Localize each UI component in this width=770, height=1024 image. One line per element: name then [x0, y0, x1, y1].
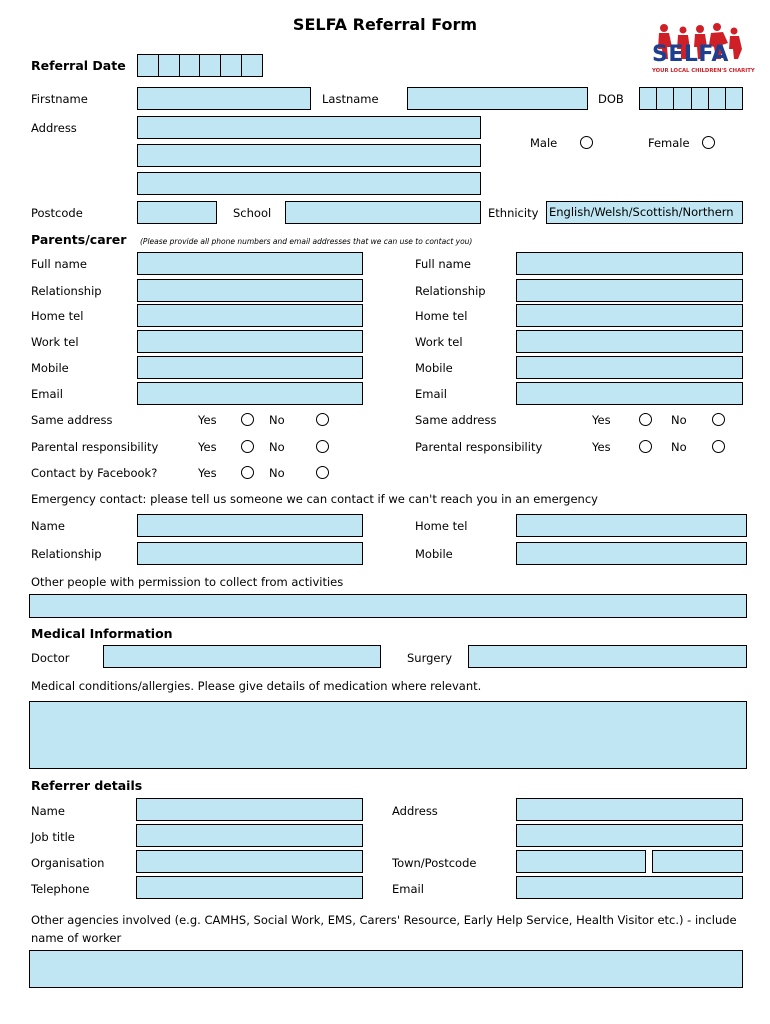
- male-radio[interactable]: [580, 136, 593, 149]
- parent2-full-name-label: Full name: [415, 257, 471, 271]
- referrer-email-label: Email: [392, 882, 424, 896]
- parent2-work-tel-input[interactable]: [516, 330, 743, 353]
- male-label: Male: [530, 136, 558, 150]
- parent2-relationship-input[interactable]: [516, 279, 743, 302]
- agencies-label-line-1: Other agencies involved (e.g. CAMHS, Social Work, EMS, Carers' Resource, Early Help Service, Health Visitor etc.) - include: [31, 913, 737, 927]
- referrer-name-input[interactable]: [136, 798, 363, 821]
- job-title-label: Job title: [31, 830, 75, 844]
- emergency-relationship-label: Relationship: [31, 547, 102, 561]
- organisation-label: Organisation: [31, 856, 105, 870]
- parent1-responsibility-no-label: No: [269, 440, 285, 454]
- parent1-email-input[interactable]: [137, 382, 363, 405]
- parent2-work-tel-label: Work tel: [415, 335, 463, 349]
- address-label: Address: [31, 121, 77, 135]
- contact-facebook-yes-label: Yes: [198, 466, 217, 480]
- female-radio[interactable]: [702, 136, 715, 149]
- dob-label: DOB: [598, 92, 624, 106]
- lastname-input[interactable]: [407, 87, 588, 110]
- emergency-home-tel-input[interactable]: [516, 514, 747, 537]
- emergency-name-input[interactable]: [137, 514, 363, 537]
- ethnicity-select[interactable]: English/Welsh/Scottish/Northern: [546, 201, 743, 224]
- postcode-label: Postcode: [31, 206, 83, 220]
- parent2-email-input[interactable]: [516, 382, 743, 405]
- emergency-name-label: Name: [31, 519, 65, 533]
- parent2-email-label: Email: [415, 387, 447, 401]
- agencies-input[interactable]: [29, 950, 743, 988]
- parent1-full-name-label: Full name: [31, 257, 87, 271]
- parent2-same-address-yes-radio[interactable]: [639, 413, 652, 426]
- selfa-logo-tagline: YOUR LOCAL CHILDREN'S CHARITY: [652, 68, 755, 74]
- contact-facebook-label: Contact by Facebook?: [31, 466, 158, 480]
- medical-heading: Medical Information: [31, 626, 173, 641]
- parent1-responsibility-label: Parental responsibility: [31, 440, 159, 454]
- emergency-intro: Emergency contact: please tell us someone we can contact if we can't reach you in an emergency: [31, 492, 598, 506]
- parent1-same-address-yes-radio[interactable]: [241, 413, 254, 426]
- referrer-email-input[interactable]: [516, 876, 743, 899]
- parent2-mobile-input[interactable]: [516, 356, 743, 379]
- parent1-mobile-input[interactable]: [137, 356, 363, 379]
- referrer-postcode-input[interactable]: [652, 850, 743, 873]
- medical-conditions-input[interactable]: [29, 701, 747, 769]
- parent1-responsibility-yes-label: Yes: [198, 440, 217, 454]
- referral-date-input[interactable]: [137, 54, 263, 77]
- telephone-label: Telephone: [31, 882, 90, 896]
- referrer-address-line-1-input[interactable]: [516, 798, 743, 821]
- agencies-label-line-2: name of worker: [31, 931, 122, 945]
- parent2-responsibility-label: Parental responsibility: [415, 440, 543, 454]
- parents-heading: Parents/carer: [31, 232, 127, 247]
- contact-facebook-no-label: No: [269, 466, 285, 480]
- parent1-email-label: Email: [31, 387, 63, 401]
- parent1-home-tel-input[interactable]: [137, 304, 363, 327]
- emergency-home-tel-label: Home tel: [415, 519, 468, 533]
- parent1-same-address-yes-label: Yes: [198, 413, 217, 427]
- parent2-responsibility-no-radio[interactable]: [712, 440, 725, 453]
- organisation-input[interactable]: [136, 850, 363, 873]
- parent1-work-tel-input[interactable]: [137, 330, 363, 353]
- medical-conditions-label: Medical conditions/allergies. Please give details of medication where relevant.: [31, 679, 482, 693]
- parent1-relationship-input[interactable]: [137, 279, 363, 302]
- parent1-same-address-no-radio[interactable]: [316, 413, 329, 426]
- collect-permission-input[interactable]: [29, 594, 747, 618]
- firstname-label: Firstname: [31, 92, 88, 106]
- parent1-same-address-label: Same address: [31, 413, 113, 427]
- parent2-responsibility-no-label: No: [671, 440, 687, 454]
- parent2-same-address-yes-label: Yes: [592, 413, 611, 427]
- parent1-same-address-no-label: No: [269, 413, 285, 427]
- emergency-mobile-label: Mobile: [415, 547, 453, 561]
- parent2-responsibility-yes-label: Yes: [592, 440, 611, 454]
- referral-date-label: Referral Date: [31, 58, 126, 73]
- surgery-label: Surgery: [407, 651, 453, 665]
- parent2-responsibility-yes-radio[interactable]: [639, 440, 652, 453]
- address-line-2-input[interactable]: [137, 144, 481, 167]
- referrer-heading: Referrer details: [31, 778, 143, 793]
- collect-permission-label: Other people with permission to collect from activities: [31, 575, 344, 589]
- referrer-address-line-2-input[interactable]: [516, 824, 743, 847]
- parent2-home-tel-input[interactable]: [516, 304, 743, 327]
- parent1-work-tel-label: Work tel: [31, 335, 79, 349]
- address-line-1-input[interactable]: [137, 116, 481, 139]
- parent2-home-tel-label: Home tel: [415, 309, 468, 323]
- referrer-address-label: Address: [392, 804, 438, 818]
- parent2-same-address-label: Same address: [415, 413, 497, 427]
- surgery-input[interactable]: [468, 645, 747, 668]
- parent1-responsibility-no-radio[interactable]: [316, 440, 329, 453]
- parents-note: (Please provide all phone numbers and email addresses that we can use to contact you): [140, 237, 473, 246]
- parent1-responsibility-yes-radio[interactable]: [241, 440, 254, 453]
- address-line-3-input[interactable]: [137, 172, 481, 195]
- parent2-same-address-no-label: No: [671, 413, 687, 427]
- emergency-mobile-input[interactable]: [516, 542, 747, 565]
- firstname-input[interactable]: [137, 87, 311, 110]
- parent1-home-tel-label: Home tel: [31, 309, 84, 323]
- job-title-input[interactable]: [136, 824, 363, 847]
- school-input[interactable]: [285, 201, 481, 224]
- parent2-relationship-label: Relationship: [415, 284, 486, 298]
- contact-facebook-no-radio[interactable]: [316, 466, 329, 479]
- form-title: SELFA Referral Form: [292, 15, 478, 34]
- telephone-input[interactable]: [136, 876, 363, 899]
- parent1-relationship-label: Relationship: [31, 284, 102, 298]
- postcode-input[interactable]: [137, 201, 217, 224]
- lastname-label: Lastname: [322, 92, 379, 106]
- parent1-mobile-label: Mobile: [31, 361, 69, 375]
- parent2-same-address-no-radio[interactable]: [712, 413, 725, 426]
- parent1-full-name-input[interactable]: [137, 252, 363, 275]
- referrer-name-label: Name: [31, 804, 65, 818]
- school-label: School: [233, 206, 272, 220]
- selfa-logo-text: SELFA: [652, 42, 729, 67]
- contact-facebook-yes-radio[interactable]: [241, 466, 254, 479]
- dob-input[interactable]: [639, 87, 743, 110]
- emergency-relationship-input[interactable]: [137, 542, 363, 565]
- female-label: Female: [648, 136, 690, 150]
- parent2-full-name-input[interactable]: [516, 252, 743, 275]
- doctor-label: Doctor: [31, 651, 70, 665]
- town-input[interactable]: [516, 850, 646, 873]
- doctor-input[interactable]: [103, 645, 381, 668]
- ethnicity-label: Ethnicity: [488, 206, 539, 220]
- parent2-mobile-label: Mobile: [415, 361, 453, 375]
- town-postcode-label: Town/Postcode: [392, 856, 477, 870]
